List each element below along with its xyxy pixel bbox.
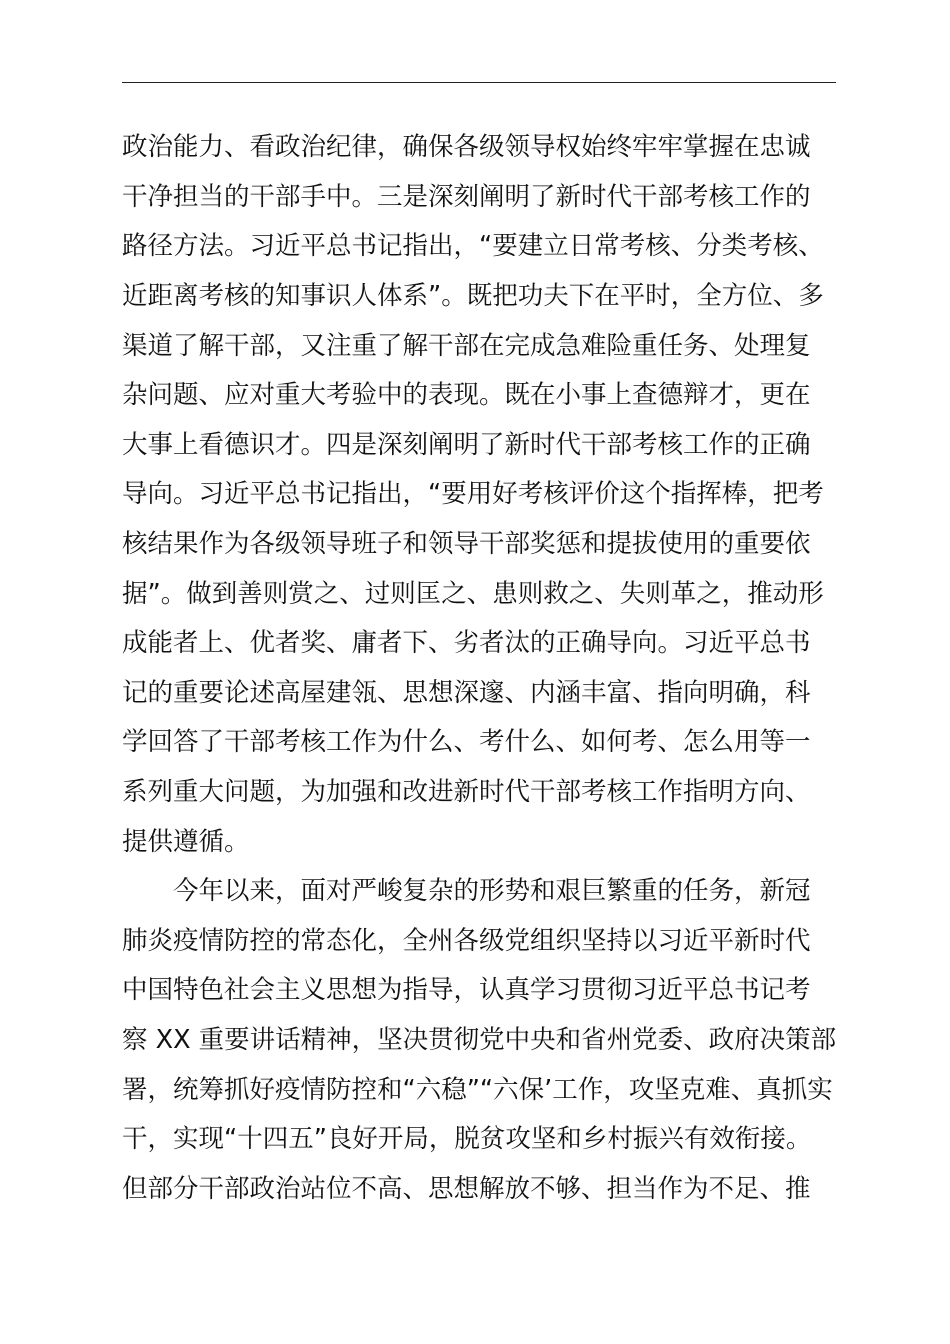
header-rule (122, 82, 836, 83)
text-line: 路径方法。习近平总书记指出，“要建立日常考核、分类考核、 (122, 231, 824, 261)
text-line: 但部分干部政治站位不高、思想解放不够、担当作为不足、推 (122, 1174, 811, 1204)
text-line: 杂问题、应对重大考验中的表现。既在小事上查德辩才，更在 (122, 380, 811, 410)
text-line: 导向。习近平总书记指出，“要用好考核评价这个指挥棒，把考 (122, 479, 824, 509)
text-line: 成能者上、优者奖、庸者下、劣者汰的正确导向。习近平总书 (122, 628, 811, 658)
text-line: 察 XX 重要讲话精神，坚决贯彻党中央和省州党委、政府决策部 (122, 1025, 837, 1055)
text-line: 干，实现“十四五”良好开局，脱贫攻坚和乡村振兴有效衔接。 (122, 1124, 812, 1154)
text-line: 署，统筹抓好疫情防控和“六稳”“六保’工作，攻坚克难、真抓实 (122, 1075, 833, 1105)
text-line: 系列重大问题，为加强和改进新时代干部考核工作指明方向、 (122, 777, 811, 807)
text-line: 学回答了干部考核工作为什么、考什么、如何考、怎么用等一 (122, 727, 811, 757)
text-line: 核结果作为各级领导班子和领导干部奖惩和提拔使用的重要依 (122, 529, 811, 559)
text-line: 据”。做到善则赏之、过则匡之、患则救之、失则革之，推动形 (122, 579, 824, 609)
text-line: 肺炎疫情防控的常态化，全州各级党组织坚持以习近平新时代 (122, 926, 811, 956)
paragraph-first-line: 今年以来，面对严峻复杂的形势和艰巨繁重的任务，新冠 (173, 876, 811, 906)
text-line: 记的重要论述高屋建瓴、思想深邃、内涵丰富、指向明确，科 (122, 678, 811, 708)
text-line: 中国特色社会主义思想为指导，认真学习贯彻习近平总书记考 (122, 975, 811, 1005)
text-line: 大事上看德识才。四是深刻阐明了新时代干部考核工作的正确 (122, 430, 811, 460)
text-line: 提供遵循。 (122, 827, 250, 857)
text-line: 渠道了解干部，又注重了解干部在完成急难险重任务、处理复 (122, 331, 811, 361)
text-line: 干净担当的干部手中。三是深刻阐明了新时代干部考核工作的 (122, 182, 811, 212)
text-line: 近距离考核的知事识人体系”。既把功夫下在平时，全方位、多 (122, 281, 824, 311)
text-line: 政治能力、看政治纪律，确保各级领导权始终牢牢掌握在忠诚 (122, 132, 811, 162)
